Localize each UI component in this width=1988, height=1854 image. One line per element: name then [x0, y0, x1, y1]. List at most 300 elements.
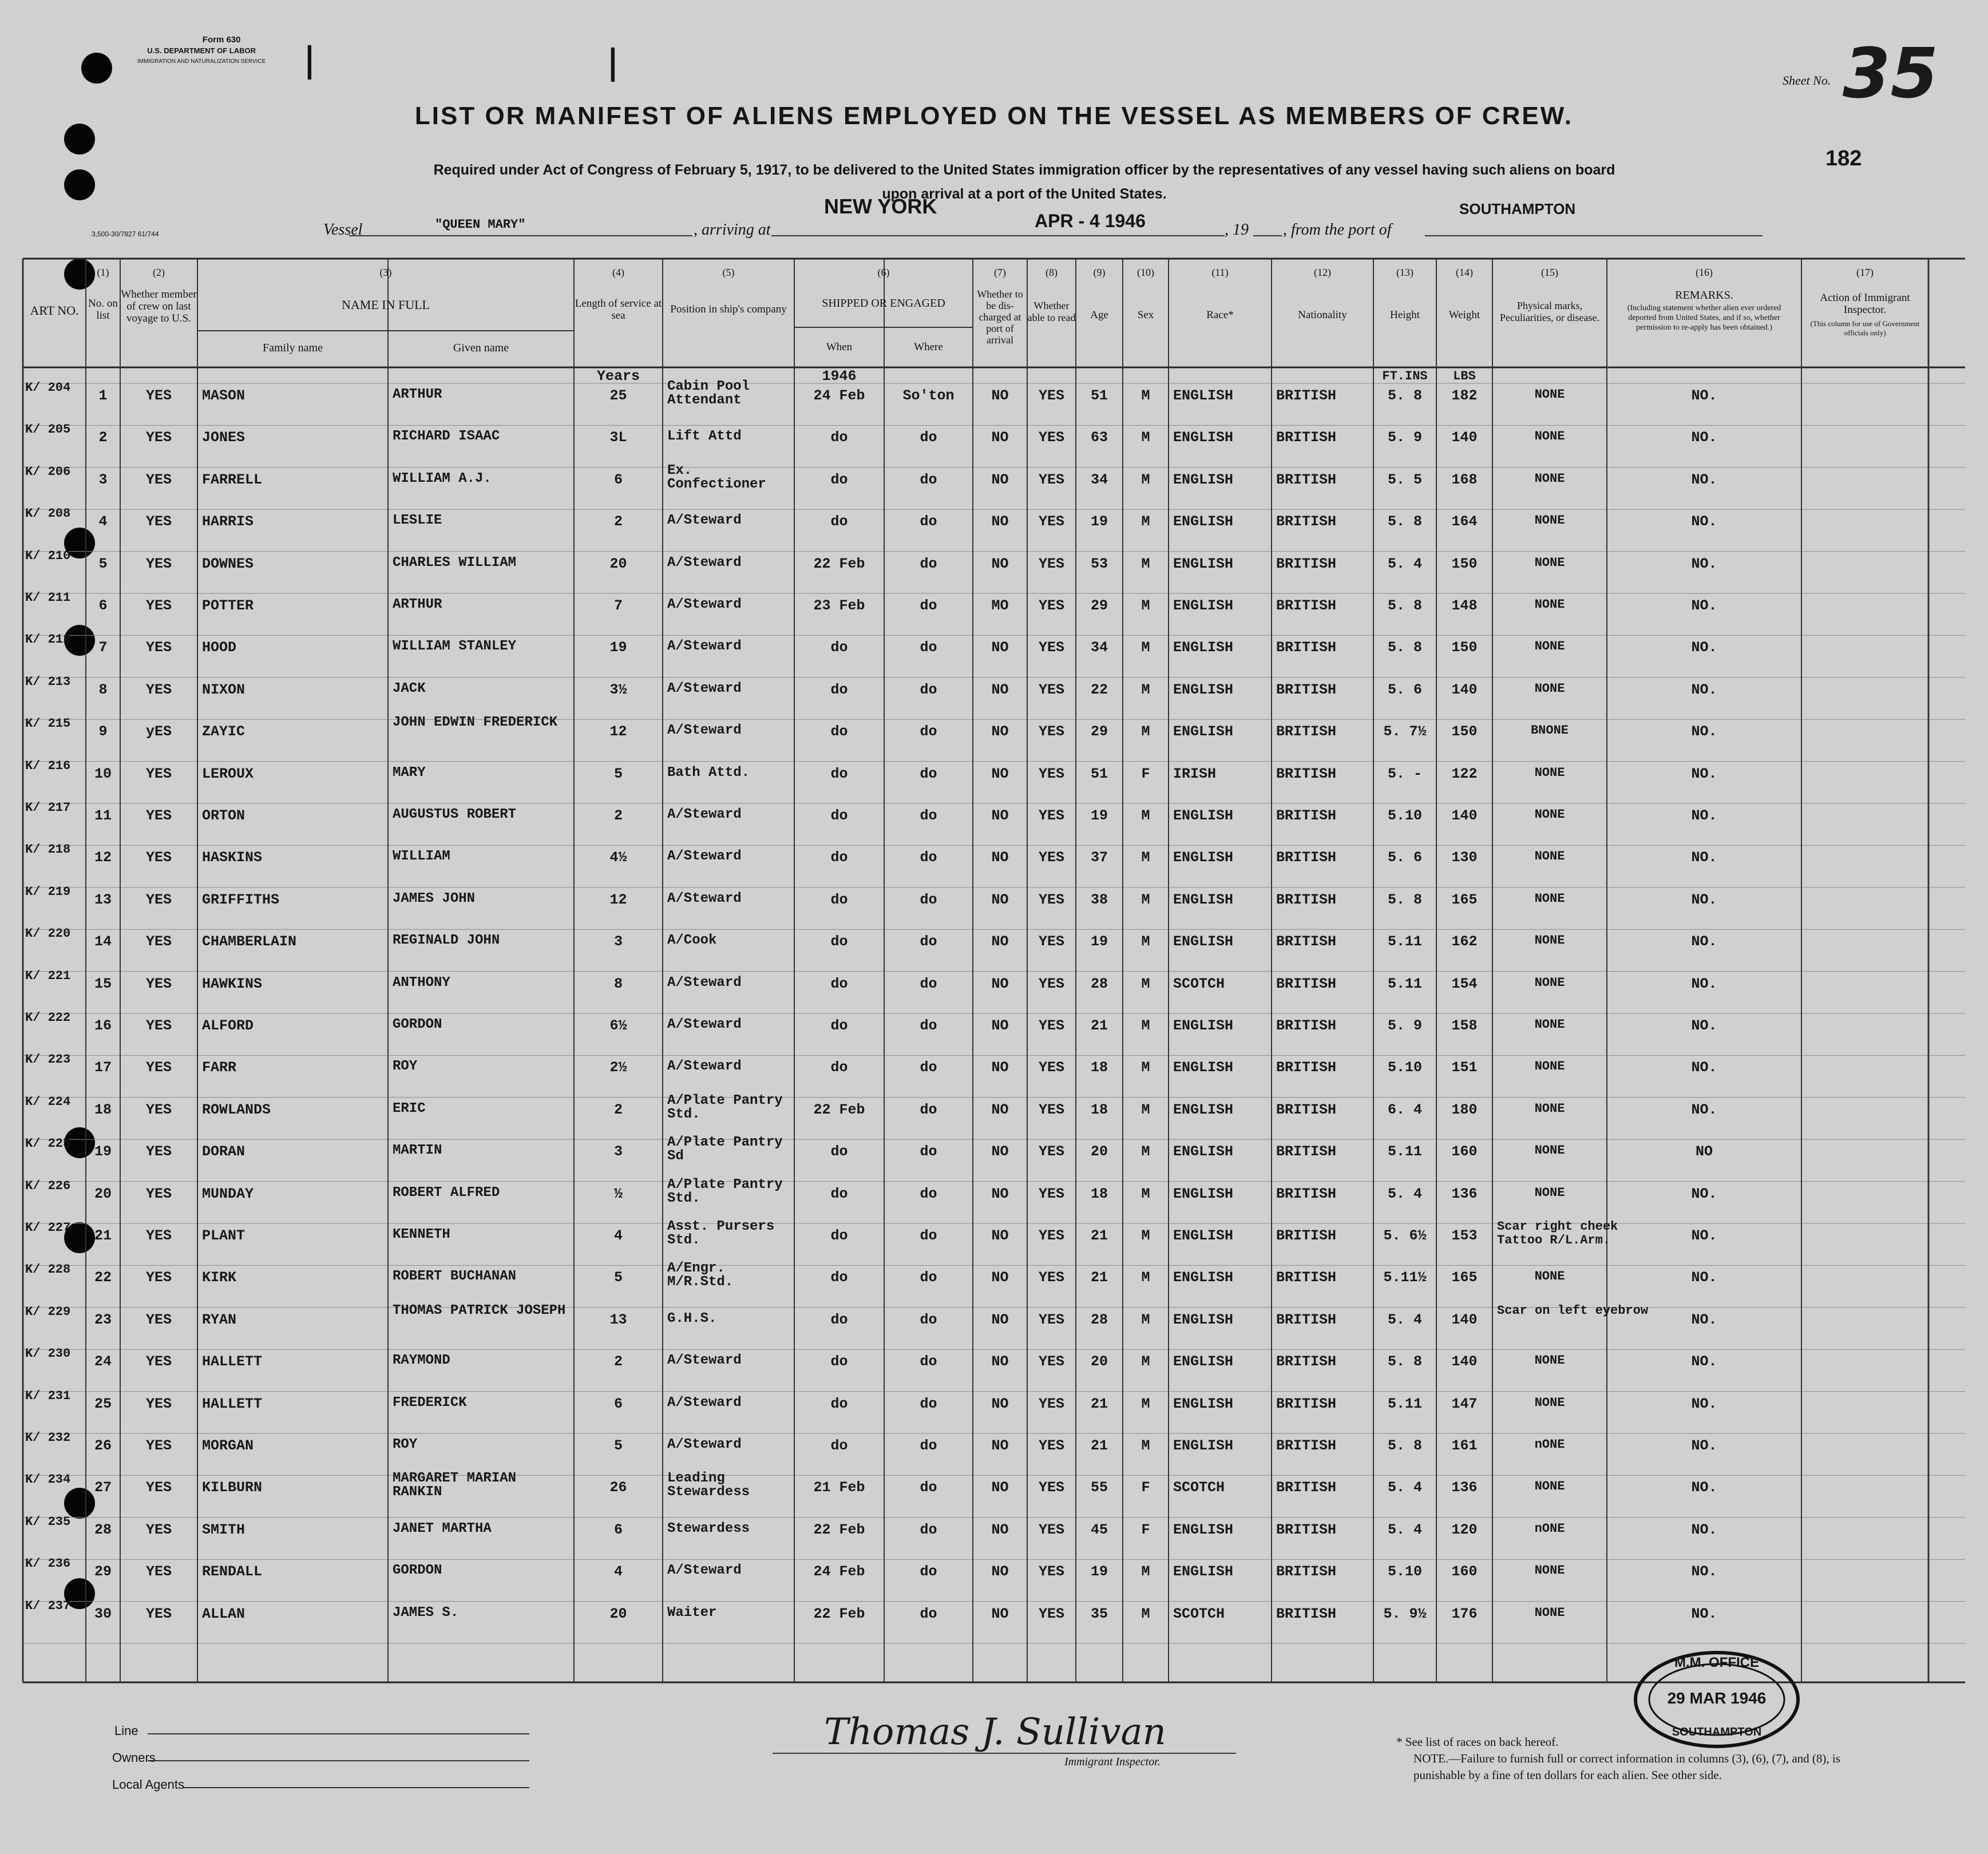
cell-marks: NONE: [1534, 1563, 1565, 1578]
cell-remarks: NO.: [1691, 1269, 1717, 1286]
cell-height: 5. 4: [1387, 1479, 1422, 1496]
cell-given: THOMAS PATRICK JOSEPH: [393, 1302, 566, 1318]
cell-remarks: NO.: [1691, 1353, 1717, 1370]
cell-position: Asst. Pursers Std.: [667, 1219, 775, 1248]
cell-where: do: [920, 681, 937, 698]
cell-sex: M: [1141, 1563, 1150, 1580]
cell-weight: 160: [1451, 1143, 1478, 1160]
cell-service: 2½: [609, 1059, 627, 1076]
cell-family: RYAN: [202, 1311, 237, 1328]
cell-family: PLANT: [202, 1227, 245, 1244]
cell-service: 6: [613, 1395, 623, 1412]
cell-service: 13: [609, 1311, 627, 1328]
cell-remarks: NO.: [1691, 1605, 1717, 1622]
cell-height: 5. 4: [1387, 1311, 1422, 1328]
cell-position: A/Plate Pantry Std.: [667, 1176, 783, 1206]
cell-service: 8: [613, 975, 623, 992]
cell-remarks: NO.: [1691, 1017, 1717, 1034]
cell-nat: BRITISH: [1276, 429, 1337, 446]
cell-when: 24 Feb: [813, 1563, 865, 1580]
cell-family: HAWKINS: [202, 975, 263, 992]
cell-nat: BRITISH: [1276, 1437, 1337, 1454]
cell-age: 55: [1090, 1479, 1108, 1496]
cell-disch: NO: [991, 1101, 1009, 1118]
cell-service: 3½: [609, 681, 627, 698]
cell-height: 5. 9: [1387, 1017, 1422, 1034]
cell-when: 24 Feb: [813, 387, 865, 404]
cell-sex: M: [1141, 681, 1150, 698]
cell-no: 6: [98, 597, 108, 614]
cell-family: DOWNES: [202, 555, 254, 572]
cell-read: YES: [1038, 891, 1064, 908]
header-remarks: REMARKS.: [1675, 289, 1733, 302]
cell-weight: 140: [1451, 1311, 1478, 1328]
cell-crew: YES: [145, 1563, 172, 1580]
cell-disch: NO: [991, 1395, 1009, 1412]
subtitle-line-2: upon arrival at a port of the United States.: [882, 186, 1167, 202]
cell-sex: M: [1141, 849, 1150, 866]
cell-weight: 148: [1451, 597, 1478, 614]
cell-sex: M: [1141, 1143, 1150, 1160]
cell-age: 63: [1090, 429, 1108, 446]
cell-marks: NONE: [1534, 891, 1565, 906]
cell-nat: BRITISH: [1276, 1185, 1337, 1202]
cell-weight: 160: [1451, 1563, 1478, 1580]
cell-art: K/ 227: [25, 1221, 71, 1235]
header-action: Action of Immigrant Inspector.: [1820, 292, 1910, 316]
cell-race: ENGLISH: [1173, 1353, 1234, 1370]
cell-weight: 136: [1451, 1185, 1478, 1202]
department-name: U.S. DEPARTMENT OF LABOR: [147, 46, 256, 55]
cell-weight: 136: [1451, 1479, 1478, 1496]
cell-disch: NO: [991, 1437, 1009, 1454]
cell-race: ENGLISH: [1173, 1269, 1234, 1286]
cell-art: K/ 226: [25, 1178, 71, 1193]
cell-service: 12: [609, 891, 627, 908]
cell-race: SCOTCH: [1173, 1479, 1225, 1496]
cell-weight: 140: [1451, 429, 1478, 446]
column-number: (1): [97, 267, 109, 278]
cell-family: GRIFFITHS: [202, 891, 280, 908]
cell-age: 53: [1090, 555, 1108, 572]
cell-art: K/ 234: [25, 1472, 71, 1487]
cell-marks: NONE: [1534, 1101, 1565, 1116]
cell-weight: 130: [1451, 849, 1478, 866]
cell-position: A/Steward: [667, 974, 742, 991]
cell-weight: 165: [1451, 1269, 1478, 1286]
cell-sex: M: [1141, 1353, 1150, 1370]
cell-marks: NONE: [1534, 471, 1565, 486]
cell-race: SCOTCH: [1173, 1605, 1225, 1622]
cell-when: do: [830, 1437, 848, 1454]
cell-family: JONES: [202, 429, 245, 446]
cell-marks: Scar right cheek Tattoo R/L.Arm.: [1497, 1219, 1618, 1247]
unit-height: FT.INS: [1382, 369, 1428, 383]
cell-read: YES: [1038, 555, 1064, 572]
header-action-note: (This column for use of Government officials only): [1810, 319, 1920, 337]
cell-family: RENDALL: [202, 1563, 263, 1580]
cell-remarks: NO.: [1691, 639, 1717, 656]
cell-age: 20: [1090, 1143, 1108, 1160]
cell-age: 38: [1090, 891, 1108, 908]
cell-disch: NO: [991, 765, 1009, 782]
header-nationality: Nationality: [1298, 309, 1347, 321]
cell-race: ENGLISH: [1173, 597, 1234, 614]
cell-when: do: [830, 429, 848, 446]
cell-position: A/Steward: [667, 1437, 742, 1452]
cell-given: ROBERT BUCHANAN: [393, 1269, 517, 1285]
cell-no: 7: [98, 639, 108, 656]
inspector-signature: Thomas J. Sullivan: [824, 1711, 1166, 1753]
cell-family: HOOD: [202, 639, 237, 656]
cell-age: 21: [1090, 1017, 1108, 1034]
cell-height: 5. 8: [1387, 639, 1422, 656]
cell-disch: NO: [991, 1479, 1009, 1496]
cell-when: do: [830, 975, 848, 992]
cell-position: A/Cook: [667, 933, 717, 949]
cell-art: K/ 205: [25, 422, 71, 437]
cell-age: 18: [1090, 1101, 1108, 1118]
cell-position: A/Steward: [667, 680, 742, 696]
cell-height: 5. 5: [1387, 471, 1422, 488]
cell-given: LESLIE: [393, 513, 442, 529]
cell-given: REGINALD JOHN: [393, 933, 500, 949]
cell-weight: 150: [1451, 639, 1478, 656]
cell-crew: YES: [145, 639, 172, 656]
cell-no: 11: [94, 807, 112, 824]
cell-marks: NONE: [1534, 765, 1565, 780]
cell-disch: NO: [991, 1521, 1009, 1538]
header-race: Race*: [1206, 309, 1234, 321]
cell-no: 13: [94, 891, 112, 908]
cell-when: do: [830, 1059, 848, 1076]
cell-crew: YES: [145, 891, 172, 908]
cell-where: do: [920, 1269, 937, 1286]
column-number: (14): [1456, 267, 1473, 278]
cell-nat: BRITISH: [1276, 933, 1337, 950]
cell-weight: 162: [1451, 933, 1478, 950]
local-agents-label: Local Agents: [112, 1777, 184, 1792]
cell-no: 15: [94, 975, 112, 992]
cell-position: Bath Attd.: [667, 764, 750, 781]
cell-race: ENGLISH: [1173, 1563, 1234, 1580]
stamp-city: SOUTHAMPTON: [1672, 1726, 1762, 1738]
cell-sex: M: [1141, 1605, 1150, 1622]
cell-family: LEROUX: [202, 765, 254, 782]
service-name: IMMIGRATION AND NATURALIZATION SERVICE: [137, 58, 266, 65]
cell-given: JAMES JOHN: [393, 890, 476, 906]
cell-height: 5. 6: [1387, 849, 1422, 866]
header-no-on-list: No. on list: [88, 298, 118, 322]
cell-family: MUNDAY: [202, 1185, 254, 1202]
cell-marks: nONE: [1534, 1437, 1565, 1452]
cell-disch: NO: [991, 1269, 1009, 1286]
cell-sex: M: [1141, 1227, 1150, 1244]
cell-where: do: [920, 639, 937, 656]
cell-given: MARY: [393, 764, 426, 781]
cell-read: YES: [1038, 1017, 1064, 1034]
cell-given: WILLIAM A.J.: [393, 470, 492, 486]
cell-disch: NO: [991, 1143, 1009, 1160]
cell-crew: YES: [145, 597, 172, 614]
cell-given: WILLIAM: [393, 849, 450, 865]
cell-art: K/ 216: [25, 758, 71, 773]
cell-art: K/ 212: [25, 632, 71, 647]
cell-marks: NONE: [1534, 555, 1565, 570]
cell-age: 21: [1090, 1269, 1108, 1286]
cell-read: YES: [1038, 1479, 1064, 1496]
cell-height: 5. 4: [1387, 555, 1422, 572]
races-note: * See list of races on back hereof.: [1396, 1735, 1559, 1749]
cell-no: 4: [98, 513, 108, 530]
cell-weight: 158: [1451, 1017, 1478, 1034]
from-port: SOUTHAMPTON: [1459, 200, 1576, 217]
cell-height: 5. 4: [1387, 1521, 1422, 1538]
cell-position: A/Steward: [667, 1353, 742, 1369]
cell-given: CHARLES WILLIAM: [393, 554, 517, 571]
cell-family: ALFORD: [202, 1017, 254, 1034]
cell-race: ENGLISH: [1173, 387, 1234, 404]
cell-service: ½: [613, 1185, 623, 1202]
cell-no: 26: [94, 1437, 112, 1454]
cell-remarks: NO.: [1691, 849, 1717, 866]
cell-crew: YES: [145, 471, 172, 488]
cell-where: do: [920, 765, 937, 782]
cell-nat: BRITISH: [1276, 1059, 1337, 1076]
cell-weight: 120: [1451, 1521, 1478, 1538]
cell-no: 30: [94, 1605, 112, 1622]
cell-given: ROY: [393, 1059, 418, 1075]
cell-race: ENGLISH: [1173, 1395, 1234, 1412]
cell-given: FREDERICK: [393, 1395, 467, 1411]
cell-read: YES: [1038, 681, 1064, 698]
cell-read: YES: [1038, 429, 1064, 446]
cell-remarks: NO.: [1691, 723, 1717, 740]
cell-where: do: [920, 723, 937, 740]
cell-nat: BRITISH: [1276, 849, 1337, 866]
cell-family: POTTER: [202, 597, 254, 614]
cell-marks: NONE: [1534, 1269, 1565, 1284]
header-age: Age: [1090, 309, 1108, 321]
cell-weight: 168: [1451, 471, 1478, 488]
cell-disch: MO: [991, 597, 1009, 614]
cell-art: K/ 219: [25, 884, 71, 899]
cell-service: 2: [613, 513, 623, 530]
column-number: (17): [1856, 267, 1874, 278]
cell-height: 5. 8: [1387, 1353, 1422, 1370]
cell-art: K/ 206: [25, 464, 71, 479]
cell-crew: YES: [145, 429, 172, 446]
cell-where: So'ton: [902, 387, 955, 404]
cell-marks: NONE: [1534, 1395, 1565, 1410]
arriving-port: NEW YORK: [824, 195, 937, 218]
cell-disch: NO: [991, 1311, 1009, 1328]
cell-family: SMITH: [202, 1521, 245, 1538]
cell-race: ENGLISH: [1173, 1185, 1234, 1202]
page-number: 182: [1825, 146, 1862, 171]
cell-sex: M: [1141, 1185, 1150, 1202]
cell-sex: M: [1141, 1311, 1150, 1328]
cell-crew: YES: [145, 849, 172, 866]
cell-where: do: [920, 1311, 937, 1328]
cell-position: Cabin Pool Attendant: [667, 379, 750, 408]
cell-position: Lift Attd: [667, 429, 742, 445]
unit-years: Years: [596, 368, 640, 385]
cell-no: 16: [94, 1017, 112, 1034]
cell-remarks: NO.: [1691, 1395, 1717, 1412]
cell-marks: NONE: [1534, 1605, 1565, 1620]
cell-position: A/Plate Pantry Std.: [667, 1092, 783, 1122]
cell-when: do: [830, 513, 848, 530]
cell-art: K/ 223: [25, 1052, 71, 1067]
cell-service: 20: [609, 555, 627, 572]
cell-disch: NO: [991, 975, 1009, 992]
cell-sex: M: [1141, 597, 1150, 614]
cell-nat: BRITISH: [1276, 681, 1337, 698]
cell-height: 5. 6: [1387, 681, 1422, 698]
cell-disch: NO: [991, 1353, 1009, 1370]
cell-position: A/Plate Pantry Sd: [667, 1135, 783, 1164]
cell-crew: YES: [145, 1185, 172, 1202]
cell-service: 3: [613, 1143, 623, 1160]
cell-read: YES: [1038, 807, 1064, 824]
cell-remarks: NO.: [1691, 1311, 1717, 1328]
cell-disch: NO: [991, 933, 1009, 950]
cell-remarks: NO.: [1691, 933, 1717, 950]
cell-nat: BRITISH: [1276, 1017, 1337, 1034]
cell-when: do: [830, 891, 848, 908]
cell-no: 5: [98, 555, 108, 572]
cell-family: KIRK: [202, 1269, 237, 1286]
penalty-note-line-1: NOTE.—Failure to furnish full or correct information in columns (3), (6), (7), and (8), is: [1413, 1752, 1840, 1765]
cell-sex: M: [1141, 933, 1150, 950]
cell-position: A/Steward: [667, 807, 742, 822]
cell-crew: YES: [145, 933, 172, 950]
cell-height: 5. 4: [1387, 1185, 1422, 1202]
cell-no: 19: [94, 1143, 112, 1160]
cell-position: Leading Stewardess: [667, 1471, 750, 1500]
cell-read: YES: [1038, 1269, 1064, 1286]
cell-nat: BRITISH: [1276, 807, 1337, 824]
cell-disch: NO: [991, 513, 1009, 530]
cell-age: 29: [1090, 597, 1108, 614]
cell-when: do: [830, 807, 848, 824]
cell-height: 5.11: [1387, 1395, 1422, 1412]
cell-height: 5.11: [1387, 975, 1422, 992]
cell-when: do: [830, 1311, 848, 1328]
cell-weight: 153: [1451, 1227, 1478, 1244]
cell-when: 22 Feb: [813, 1605, 865, 1622]
cell-crew: YES: [145, 1059, 172, 1076]
cell-family: CHAMBERLAIN: [202, 933, 297, 950]
cell-disch: NO: [991, 681, 1009, 698]
cell-given: JACK: [393, 680, 426, 696]
cell-weight: 176: [1451, 1605, 1478, 1622]
cell-read: YES: [1038, 1227, 1064, 1244]
cell-given: JAMES S.: [393, 1605, 459, 1621]
cell-no: 18: [94, 1101, 112, 1118]
cell-sex: F: [1141, 1479, 1150, 1496]
cell-where: do: [920, 1521, 937, 1538]
cell-read: YES: [1038, 1437, 1064, 1454]
cell-disch: NO: [991, 891, 1009, 908]
cell-weight: 165: [1451, 891, 1478, 908]
header-given-name: Given name: [453, 342, 509, 354]
cell-weight: 140: [1451, 807, 1478, 824]
cell-no: 8: [98, 681, 108, 698]
cell-when: do: [830, 1395, 848, 1412]
cell-age: 18: [1090, 1185, 1108, 1202]
cell-where: do: [920, 849, 937, 866]
cell-marks: NONE: [1534, 1059, 1565, 1074]
cell-when: 21 Feb: [813, 1479, 865, 1496]
cell-art: K/ 215: [25, 716, 71, 731]
cell-race: ENGLISH: [1173, 471, 1234, 488]
cell-race: ENGLISH: [1173, 1437, 1234, 1454]
cell-age: 51: [1090, 765, 1108, 782]
cell-service: 25: [609, 387, 627, 404]
cell-nat: BRITISH: [1276, 975, 1337, 992]
cell-service: 6: [613, 471, 623, 488]
cell-art: K/ 228: [25, 1262, 71, 1277]
column-number: (8): [1046, 267, 1058, 278]
cell-age: 28: [1090, 1311, 1108, 1328]
cell-sex: M: [1141, 555, 1150, 572]
cell-given: ERIC: [393, 1100, 426, 1116]
cell-weight: 161: [1451, 1437, 1478, 1454]
cell-disch: NO: [991, 639, 1009, 656]
cell-nat: BRITISH: [1276, 723, 1337, 740]
cell-sex: M: [1141, 639, 1150, 656]
year-label: , 19: [1225, 221, 1249, 239]
cell-family: FARR: [202, 1059, 237, 1076]
cell-marks: NONE: [1534, 1185, 1565, 1200]
cell-marks: NONE: [1534, 429, 1565, 444]
cell-when: do: [830, 1017, 848, 1034]
cell-height: 5. -: [1387, 765, 1422, 782]
cell-when: do: [830, 1143, 848, 1160]
cell-given: MARGARET MARIAN RANKIN: [393, 1471, 517, 1500]
cell-remarks: NO: [1695, 1143, 1713, 1160]
cell-service: 2: [613, 1101, 623, 1118]
cell-no: 1: [98, 387, 108, 404]
cell-marks: NONE: [1534, 1017, 1565, 1032]
cell-nat: BRITISH: [1276, 1479, 1337, 1496]
cell-given: KENNETH: [393, 1227, 450, 1242]
header-length-of-service: Length of service at sea: [575, 298, 662, 322]
cell-where: do: [920, 1479, 937, 1496]
cell-race: ENGLISH: [1173, 1521, 1234, 1538]
arriving-label: , arriving at: [694, 221, 771, 239]
cell-position: Stewardess: [667, 1520, 750, 1536]
cell-nat: BRITISH: [1276, 597, 1337, 614]
cell-family: HALLETT: [202, 1353, 263, 1370]
cell-race: ENGLISH: [1173, 555, 1234, 572]
cell-nat: BRITISH: [1276, 513, 1337, 530]
cell-given: ROBERT ALFRED: [393, 1184, 500, 1201]
cell-when: do: [830, 1227, 848, 1244]
cell-when: do: [830, 765, 848, 782]
cell-remarks: NO.: [1691, 891, 1717, 908]
cell-family: HARRIS: [202, 513, 254, 530]
cell-marks: NONE: [1534, 1143, 1565, 1158]
cell-weight: 180: [1451, 1101, 1478, 1118]
cell-disch: NO: [991, 1017, 1009, 1034]
cell-crew: YES: [145, 1311, 172, 1328]
column-number: (10): [1137, 267, 1154, 278]
cell-when: 22 Feb: [813, 1101, 865, 1118]
cell-position: A/Steward: [667, 1395, 742, 1411]
